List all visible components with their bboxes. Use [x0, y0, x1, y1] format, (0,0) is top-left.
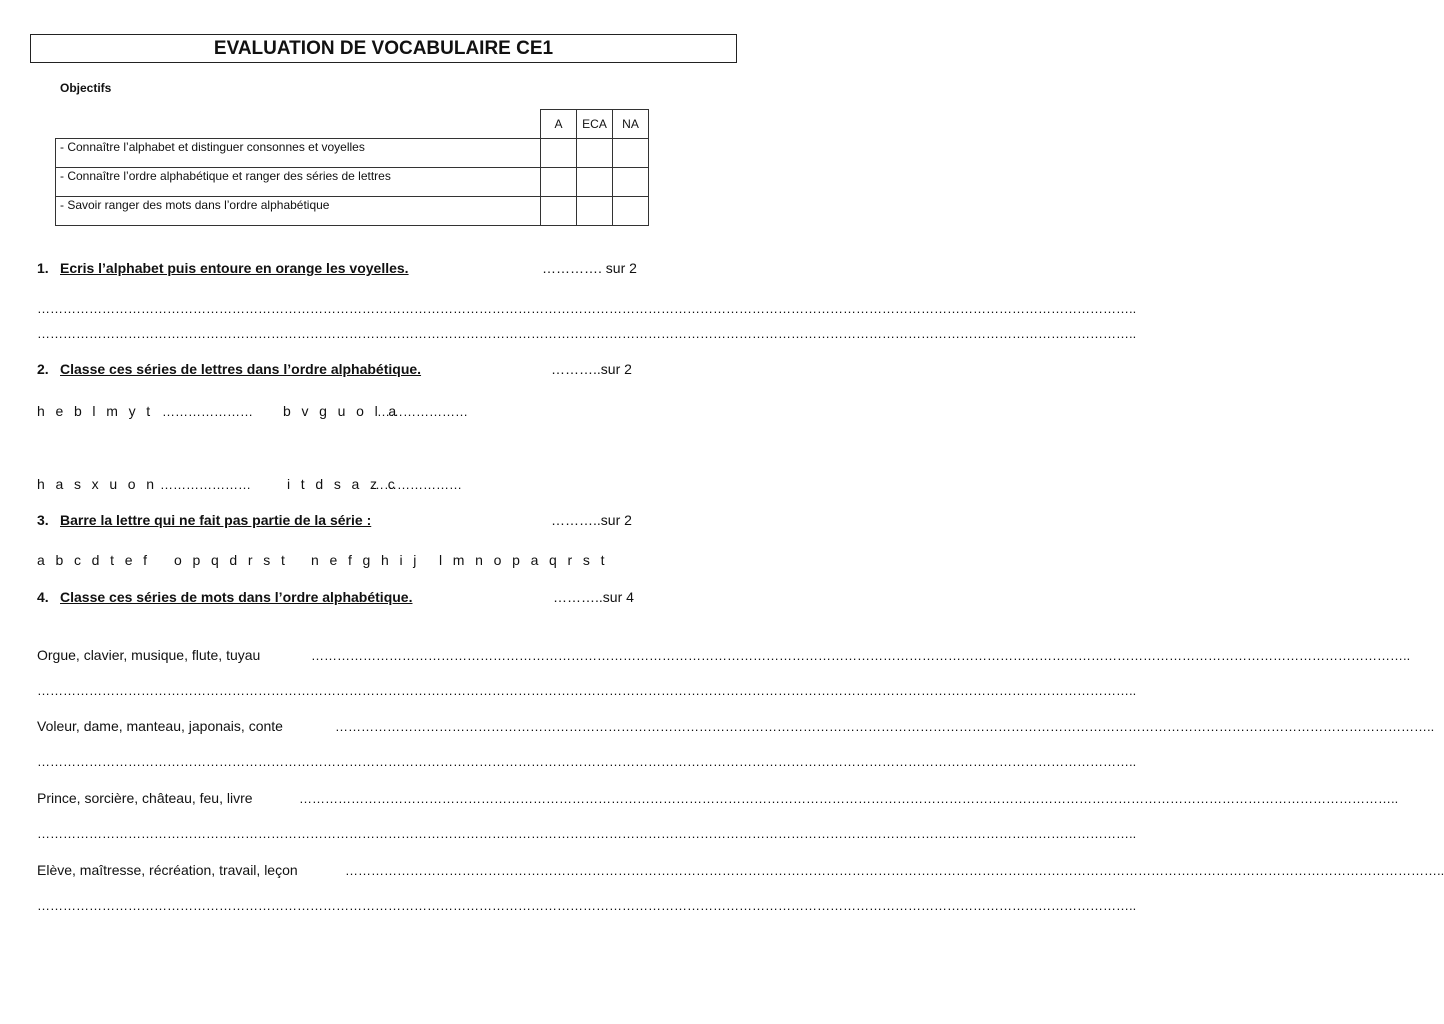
objective-row	[56, 197, 649, 226]
question-number: 3.	[37, 512, 49, 528]
letter-series: h e b l m y t	[37, 403, 154, 419]
objective-row	[56, 139, 649, 168]
word-series: Voleur, dame, manteau, japonais, conte	[37, 718, 283, 734]
answer-line[interactable]: ………………………………………………………………………………………………………………………………………………………………………………………………………………………………..	[37, 826, 1137, 841]
letter-series[interactable]: a b c d t e f	[37, 552, 151, 568]
grade-cell-a[interactable]	[541, 168, 577, 197]
question-number: 1.	[37, 260, 49, 276]
letter-series[interactable]: l m n o p a q r s t	[439, 552, 608, 568]
answer-blank[interactable]: …………………	[377, 404, 468, 419]
grade-cell-a[interactable]	[541, 197, 577, 226]
answer-line[interactable]: ………………………………………………………………………………………………………………………………………………………………………………………………………………………………..	[37, 326, 1137, 341]
grade-cell-eca[interactable]	[577, 168, 613, 197]
question-1	[37, 260, 409, 276]
letter-series: h a s x u o n	[37, 476, 158, 492]
answer-line[interactable]: ………………………………………………………………………………………………………………………………………………………………………………………………………………………………..	[37, 683, 1137, 698]
objectives-label: Objectifs	[60, 81, 112, 95]
question-text: Classe ces séries de mots dans l’ordre alphabétique.	[60, 589, 413, 605]
answer-line[interactable]: ………………………………………………………………………………………………………………………………………………………………………………………………………………………………..	[345, 863, 1444, 878]
column-header-a: A	[541, 110, 577, 139]
answer-line[interactable]: ………………………………………………………………………………………………………………………………………………………………………………………………………………………………..	[37, 898, 1137, 913]
column-header-eca: ECA	[577, 110, 613, 139]
objective-row	[56, 168, 649, 197]
answer-blank[interactable]: …………………	[162, 404, 253, 419]
word-series: Elève, maîtresse, récréation, travail, leçon	[37, 862, 298, 878]
question-text: Ecris l’alphabet puis entoure en orange les voyelles.	[60, 260, 409, 276]
answer-line[interactable]: ………………………………………………………………………………………………………………………………………………………………………………………………………………………………..	[335, 719, 1435, 734]
question-3	[37, 512, 371, 528]
grade-cell-eca[interactable]	[577, 139, 613, 168]
letter-series[interactable]: n e f g h i j	[311, 552, 420, 568]
answer-blank[interactable]: …………………	[160, 477, 251, 492]
question-4-score: ………..sur 4	[553, 589, 634, 605]
answer-line[interactable]: ………………………………………………………………………………………………………………………………………………………………………………………………………………………………..	[37, 754, 1137, 769]
header-corner	[56, 110, 541, 139]
question-2	[37, 361, 421, 377]
objective-text: - Connaître l’ordre alphabétique et ranger des séries de lettres	[56, 168, 541, 197]
objective-text: - Connaître l’alphabet et distinguer consonnes et voyelles	[56, 139, 541, 168]
grade-cell-a[interactable]	[541, 139, 577, 168]
letter-series: b v g u o l a	[283, 403, 400, 419]
question-number: 2.	[37, 361, 49, 377]
grade-cell-na[interactable]	[613, 197, 649, 226]
grade-cell-na[interactable]	[613, 168, 649, 197]
objectives-header-row	[56, 110, 649, 139]
word-series: Prince, sorcière, château, feu, livre	[37, 790, 253, 806]
question-text: Classe ces séries de lettres dans l’ordre alphabétique.	[60, 361, 422, 377]
answer-line[interactable]: ………………………………………………………………………………………………………………………………………………………………………………………………………………………………..	[311, 648, 1411, 663]
objective-text: - Savoir ranger des mots dans l’ordre alphabétique	[56, 197, 541, 226]
column-header-na: NA	[613, 110, 649, 139]
answer-line[interactable]: ………………………………………………………………………………………………………………………………………………………………………………………………………………………………..	[299, 791, 1399, 806]
question-number: 4.	[37, 589, 49, 605]
grade-cell-na[interactable]	[613, 139, 649, 168]
letter-series: i t d s a z c	[287, 476, 399, 492]
word-series: Orgue, clavier, musique, flute, tuyau	[37, 647, 261, 663]
page-title: EVALUATION DE VOCABULAIRE CE1	[30, 34, 737, 63]
question-2-score: ………..sur 2	[551, 361, 632, 377]
question-3-score: ………..sur 2	[551, 512, 632, 528]
question-4	[37, 589, 412, 605]
question-text: Barre la lettre qui ne fait pas partie de la série :	[60, 512, 372, 528]
question-1-score: …………. sur 2	[542, 260, 637, 276]
answer-line[interactable]: ………………………………………………………………………………………………………………………………………………………………………………………………………………………………..	[37, 301, 1137, 316]
answer-blank[interactable]: …………………	[371, 477, 462, 492]
objectives-table	[55, 109, 649, 226]
grade-cell-eca[interactable]	[577, 197, 613, 226]
letter-series[interactable]: o p q d r s t	[174, 552, 289, 568]
